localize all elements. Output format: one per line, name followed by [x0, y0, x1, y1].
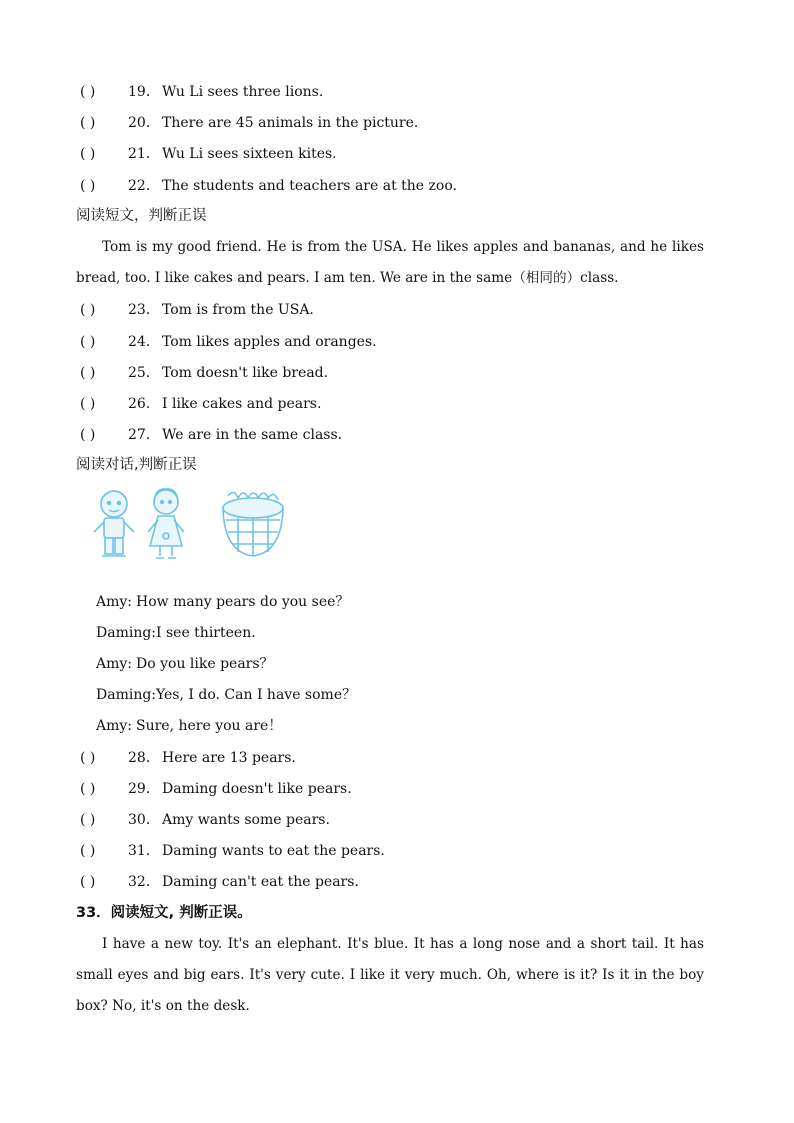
question-28: [80, 749, 296, 767]
answer-blank[interactable]: ( ): [80, 396, 96, 412]
speaker-name: Daming:: [96, 625, 157, 641]
answer-blank[interactable]: ( ): [80, 334, 96, 350]
question-number: 20．: [128, 115, 160, 131]
question-number: 24．: [128, 334, 160, 350]
question-text: Here are 13 pears.: [162, 750, 296, 766]
dialogue-text: Yes, I do. Can I have some？: [156, 687, 357, 703]
section-heading: 阅读对话,判断正误: [76, 457, 197, 473]
reading-passage: [76, 232, 704, 294]
illustration-children-and-pear-basket: [88, 486, 288, 564]
dialogue-line-1: [96, 593, 349, 611]
boy-figure-icon: [94, 491, 134, 556]
speaker-name: Amy:: [96, 718, 133, 734]
answer-blank[interactable]: ( ): [80, 84, 96, 100]
question-number: 32．: [128, 874, 160, 890]
answer-blank[interactable]: ( ): [80, 427, 96, 443]
question-22: [80, 177, 457, 195]
question-text: I like cakes and pears.: [162, 396, 322, 412]
answer-blank[interactable]: ( ): [80, 115, 96, 131]
answer-blank[interactable]: ( ): [80, 146, 96, 162]
dialogue-line-3: [96, 655, 274, 673]
answer-blank[interactable]: ( ): [80, 365, 96, 381]
dialogue-text: Do you like pears？: [136, 656, 274, 672]
answer-blank[interactable]: ( ): [80, 750, 96, 766]
question-text: Tom doesn't like bread.: [162, 365, 329, 381]
question-25: [80, 364, 328, 382]
question-number: 25．: [128, 365, 160, 381]
dialogue-text: I see thirteen.: [156, 625, 256, 641]
passage-text: Tom is my good friend. He is from the USA. He likes apples and bananas, and he likes bread, too. I like cakes and pears. I am ten. We are in the same（相同的）class.: [76, 239, 704, 286]
question-31: [80, 842, 385, 860]
question-text: The students and teachers are at the zoo.: [162, 178, 457, 194]
answer-blank[interactable]: ( ): [80, 843, 96, 859]
question-text: There are 45 animals in the picture.: [162, 115, 419, 131]
question-text: We are in the same class.: [162, 427, 343, 443]
answer-blank[interactable]: ( ): [80, 874, 96, 890]
question-19: [80, 83, 323, 101]
speaker-name: Daming:: [96, 687, 157, 703]
dialogue-text: How many pears do you see？: [136, 594, 350, 610]
speaker-name: Amy:: [96, 594, 133, 610]
speaker-name: Amy:: [96, 656, 133, 672]
question-21: [80, 145, 337, 163]
pear-basket-icon: [223, 492, 283, 556]
reading-passage-33: [76, 929, 704, 1022]
answer-blank[interactable]: ( ): [80, 812, 96, 828]
question-20: [80, 114, 418, 132]
dialogue-text: Sure, here you are！: [136, 718, 283, 734]
question-number: 29．: [128, 781, 160, 797]
question-text: Daming wants to eat the pears.: [162, 843, 385, 859]
question-text: Wu Li sees sixteen kites.: [162, 146, 337, 162]
question-number: 27．: [128, 427, 160, 443]
dialogue-line-2: [96, 624, 256, 642]
dialogue-line-4: [96, 686, 356, 704]
question-text: Amy wants some pears.: [162, 812, 330, 828]
question-number: 30．: [128, 812, 160, 828]
question-30: [80, 811, 330, 829]
answer-blank[interactable]: ( ): [80, 781, 96, 797]
section-heading-33: 33．阅读短文, 判断正误。: [76, 905, 252, 921]
question-23: [80, 301, 314, 319]
girl-figure-icon: [148, 489, 184, 558]
question-26: [80, 395, 321, 413]
question-24: [80, 333, 377, 351]
question-32: [80, 873, 359, 891]
question-text: Wu Li sees three lions.: [162, 84, 324, 100]
question-number: 19．: [128, 84, 160, 100]
question-number: 22．: [128, 178, 160, 194]
question-number: 23．: [128, 302, 160, 318]
question-29: [80, 780, 352, 798]
question-text: Tom likes apples and oranges.: [162, 334, 377, 350]
question-27: [80, 426, 342, 444]
question-number: 26．: [128, 396, 160, 412]
question-text: Daming doesn't like pears.: [162, 781, 352, 797]
answer-blank[interactable]: ( ): [80, 302, 96, 318]
section-heading: 阅读短文，判断正误: [76, 208, 207, 224]
dialogue-line-5: [96, 717, 282, 735]
passage-text: I have a new toy. It's an elephant. It's blue. It has a long nose and a short tail. It has small eyes and big ears. It's very cute. I like it very much. Oh, where is it? Is it in the boy box? No, it's on the desk.: [76, 936, 704, 1014]
question-number: 21．: [128, 146, 160, 162]
question-number: 28．: [128, 750, 160, 766]
question-number: 31．: [128, 843, 160, 859]
question-text: Tom is from the USA.: [162, 302, 314, 318]
answer-blank[interactable]: ( ): [80, 178, 96, 194]
question-text: Daming can't eat the pears.: [162, 874, 359, 890]
